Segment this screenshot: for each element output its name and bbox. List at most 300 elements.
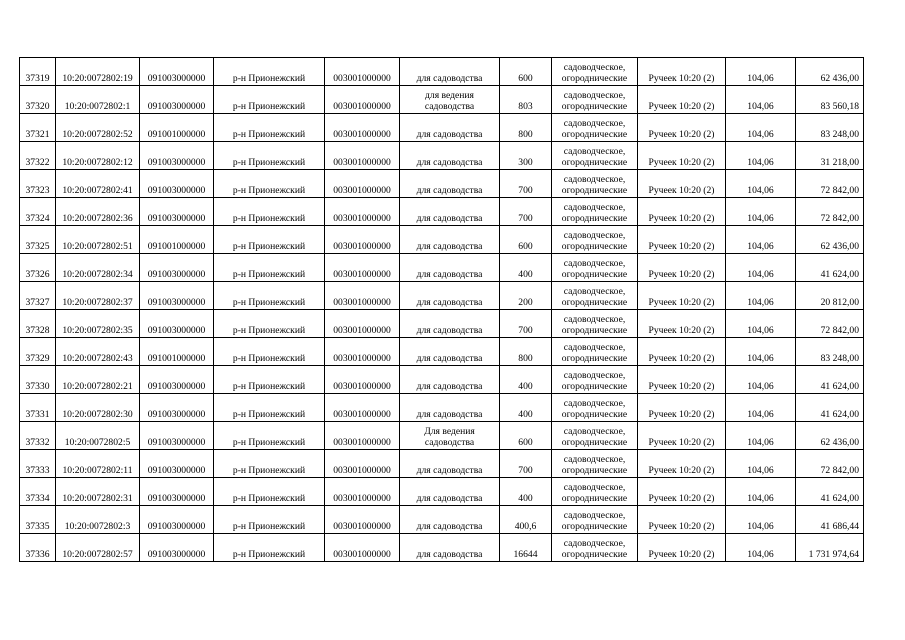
land-category-cell-text: садоводческое, огороднические: [561, 538, 628, 560]
record-id-cell: [20, 534, 56, 562]
category-code-cell: [325, 254, 400, 282]
land-category-cell-text: садоводческое, огороднические: [561, 90, 628, 112]
valuation-zone-cell-text: Ручеек 10:20 (2): [648, 297, 715, 308]
table-row: [20, 422, 864, 450]
category-code-cell-text: 003001000000: [333, 101, 391, 112]
permitted-use-cell-text: для садоводства: [416, 493, 483, 504]
area-cell-text: 400: [518, 493, 533, 504]
permitted-use-cell: [400, 310, 500, 338]
valuation-zone-cell-text: Ручеек 10:20 (2): [648, 269, 715, 280]
oktmo-code-cell: [140, 254, 214, 282]
cadastral-number-cell-text: 10:20:0072802:37: [62, 297, 133, 308]
oktmo-code-cell-text: 091003000000: [147, 185, 206, 196]
valuation-zone-cell: [638, 366, 726, 394]
cadastral-value-cell-text: 72 842,00: [820, 465, 859, 476]
category-code-cell: [325, 394, 400, 422]
district-cell-text: р-н Прионежский: [232, 493, 306, 504]
area-cell-text: 600: [518, 241, 533, 252]
oktmo-code-cell: [140, 58, 214, 86]
record-id-cell: [20, 282, 56, 310]
valuation-zone-cell: [638, 142, 726, 170]
record-id-cell: [20, 86, 56, 114]
table-row: [20, 86, 864, 114]
permitted-use-cell: [400, 142, 500, 170]
permitted-use-cell-text: для садоводства: [416, 381, 483, 392]
cadastral-number-cell-text: 10:20:0072802:31: [62, 493, 133, 504]
record-id-cell-text: 37322: [25, 157, 50, 168]
cadastral-number-cell: [56, 58, 140, 86]
table-body: [20, 58, 864, 562]
specific-value-cell: [726, 478, 796, 506]
specific-value-cell-text: 104,06: [747, 73, 774, 84]
category-code-cell: [325, 282, 400, 310]
oktmo-code-cell: [140, 366, 214, 394]
land-category-cell-text: садоводческое, огороднические: [561, 454, 628, 476]
cadastral-value-cell: [796, 310, 864, 338]
valuation-zone-cell-text: Ручеек 10:20 (2): [648, 521, 715, 532]
permitted-use-cell: [400, 478, 500, 506]
district-cell-text: р-н Прионежский: [232, 549, 306, 560]
cadastral-value-cell-text: 1 731 974,64: [808, 549, 859, 560]
cadastral-number-cell-text: 10:20:0072802:5: [64, 437, 131, 448]
valuation-zone-cell: [638, 534, 726, 562]
area-cell-text: 803: [518, 101, 533, 112]
specific-value-cell-text: 104,06: [747, 353, 774, 364]
record-id-cell-text: 37325: [25, 241, 50, 252]
area-cell-text: 800: [518, 129, 533, 140]
valuation-zone-cell-text: Ручеек 10:20 (2): [648, 185, 715, 196]
category-code-cell-text: 003001000000: [333, 465, 391, 476]
oktmo-code-cell-text: 091003000000: [147, 493, 206, 504]
valuation-zone-cell-text: Ручеек 10:20 (2): [648, 241, 715, 252]
cadastral-value-cell-text: 20 812,00: [820, 297, 859, 308]
cadastral-value-cell-text: 31 218,00: [820, 157, 859, 168]
specific-value-cell-text: 104,06: [747, 465, 774, 476]
specific-value-cell: [726, 142, 796, 170]
valuation-zone-cell: [638, 226, 726, 254]
oktmo-code-cell: [140, 310, 214, 338]
oktmo-code-cell: [140, 534, 214, 562]
valuation-zone-cell: [638, 338, 726, 366]
valuation-zone-cell-text: Ручеек 10:20 (2): [648, 213, 715, 224]
record-id-cell-text: 37319: [25, 73, 50, 84]
valuation-zone-cell-text: Ручеек 10:20 (2): [648, 353, 715, 364]
specific-value-cell: [726, 114, 796, 142]
district-cell: [214, 254, 325, 282]
valuation-zone-cell: [638, 198, 726, 226]
district-cell-text: р-н Прионежский: [232, 213, 306, 224]
cadastral-value-cell: [796, 58, 864, 86]
permitted-use-cell: [400, 226, 500, 254]
cadastral-number-cell: [56, 366, 140, 394]
permitted-use-cell: [400, 450, 500, 478]
land-category-cell-text: садоводческое, огороднические: [561, 510, 628, 532]
category-code-cell: [325, 58, 400, 86]
permitted-use-cell-text: для ведения садоводства: [424, 90, 475, 112]
specific-value-cell: [726, 534, 796, 562]
category-code-cell: [325, 170, 400, 198]
permitted-use-cell-text: для садоводства: [416, 521, 483, 532]
area-cell-text: 400: [518, 381, 533, 392]
specific-value-cell: [726, 310, 796, 338]
district-cell-text: р-н Прионежский: [232, 465, 306, 476]
specific-value-cell: [726, 86, 796, 114]
oktmo-code-cell-text: 091003000000: [147, 465, 206, 476]
land-category-cell-text: садоводческое, огороднические: [561, 258, 628, 280]
oktmo-code-cell: [140, 226, 214, 254]
record-id-cell-text: 37324: [25, 213, 50, 224]
district-cell-text: р-н Прионежский: [232, 185, 306, 196]
area-cell-text: 16644: [513, 549, 538, 560]
area-cell: [500, 142, 552, 170]
cadastral-number-cell-text: 10:20:0072802:57: [62, 549, 133, 560]
oktmo-code-cell-text: 091003000000: [147, 157, 206, 168]
permitted-use-cell-text: для садоводства: [416, 465, 483, 476]
valuation-zone-cell: [638, 422, 726, 450]
record-id-cell: [20, 366, 56, 394]
record-id-cell-text: 37332: [25, 437, 50, 448]
district-cell: [214, 506, 325, 534]
record-id-cell-text: 37327: [25, 297, 50, 308]
valuation-zone-cell-text: Ручеек 10:20 (2): [648, 101, 715, 112]
area-cell: [500, 170, 552, 198]
valuation-zone-cell: [638, 394, 726, 422]
permitted-use-cell-text: для садоводства: [416, 269, 483, 280]
land-valuation-table-page: [19, 57, 864, 562]
land-category-cell-text: садоводческое, огороднические: [561, 286, 628, 308]
valuation-zone-cell-text: Ручеек 10:20 (2): [648, 549, 715, 560]
table-row: [20, 534, 864, 562]
record-id-cell-text: 37329: [25, 353, 50, 364]
cadastral-number-cell-text: 10:20:0072802:21: [62, 381, 133, 392]
oktmo-code-cell-text: 091003000000: [147, 437, 206, 448]
record-id-cell-text: 37334: [25, 493, 50, 504]
oktmo-code-cell: [140, 170, 214, 198]
district-cell-text: р-н Прионежский: [232, 73, 306, 84]
permitted-use-cell: [400, 198, 500, 226]
cadastral-number-cell-text: 10:20:0072802:30: [62, 409, 133, 420]
record-id-cell-text: 37328: [25, 325, 50, 336]
oktmo-code-cell-text: 091003000000: [147, 325, 206, 336]
area-cell: [500, 478, 552, 506]
permitted-use-cell: [400, 338, 500, 366]
table-row: [20, 394, 864, 422]
cadastral-value-cell: [796, 142, 864, 170]
category-code-cell: [325, 198, 400, 226]
area-cell: [500, 58, 552, 86]
specific-value-cell-text: 104,06: [747, 549, 774, 560]
permitted-use-cell: [400, 422, 500, 450]
record-id-cell: [20, 506, 56, 534]
district-cell: [214, 114, 325, 142]
cadastral-number-cell: [56, 422, 140, 450]
cadastral-value-cell: [796, 170, 864, 198]
record-id-cell-text: 37330: [25, 381, 50, 392]
permitted-use-cell-text: для садоводства: [416, 241, 483, 252]
district-cell: [214, 450, 325, 478]
valuation-zone-cell-text: Ручеек 10:20 (2): [648, 493, 715, 504]
oktmo-code-cell-text: 091003000000: [147, 73, 206, 84]
land-category-cell: [552, 310, 638, 338]
oktmo-code-cell-text: 091001000000: [147, 241, 206, 252]
cadastral-number-cell: [56, 394, 140, 422]
cadastral-value-cell-text: 41 624,00: [820, 269, 859, 280]
cadastral-value-cell: [796, 534, 864, 562]
cadastral-value-cell-text: 41 624,00: [820, 409, 859, 420]
valuation-zone-cell: [638, 450, 726, 478]
category-code-cell-text: 003001000000: [333, 325, 391, 336]
category-code-cell-text: 003001000000: [333, 353, 391, 364]
category-code-cell-text: 003001000000: [333, 381, 391, 392]
cadastral-number-cell-text: 10:20:0072802:3: [64, 521, 131, 532]
cadastral-value-cell-text: 62 436,00: [820, 241, 859, 252]
record-id-cell-text: 37333: [25, 465, 50, 476]
oktmo-code-cell-text: 091003000000: [147, 101, 206, 112]
land-category-cell: [552, 534, 638, 562]
land-category-cell-text: садоводческое, огороднические: [561, 398, 628, 420]
land-category-cell: [552, 450, 638, 478]
land-category-cell-text: садоводческое, огороднические: [561, 202, 628, 224]
record-id-cell-text: 37335: [25, 521, 50, 532]
cadastral-value-cell-text: 72 842,00: [820, 325, 859, 336]
cadastral-number-cell-text: 10:20:0072802:19: [62, 73, 133, 84]
category-code-cell: [325, 450, 400, 478]
oktmo-code-cell: [140, 198, 214, 226]
category-code-cell-text: 003001000000: [333, 157, 391, 168]
land-category-cell: [552, 282, 638, 310]
record-id-cell-text: 37331: [25, 409, 50, 420]
area-cell-text: 700: [518, 185, 533, 196]
land-category-cell: [552, 142, 638, 170]
land-category-cell-text: садоводческое, огороднические: [561, 426, 628, 448]
cadastral-value-cell-text: 41 624,00: [820, 381, 859, 392]
district-cell-text: р-н Прионежский: [232, 241, 306, 252]
cadastral-value-cell: [796, 114, 864, 142]
valuation-zone-cell: [638, 310, 726, 338]
specific-value-cell-text: 104,06: [747, 157, 774, 168]
valuation-zone-cell: [638, 86, 726, 114]
area-cell: [500, 450, 552, 478]
cadastral-number-cell-text: 10:20:0072802:11: [62, 465, 133, 476]
table-row: [20, 170, 864, 198]
oktmo-code-cell-text: 091003000000: [147, 521, 206, 532]
category-code-cell-text: 003001000000: [333, 409, 391, 420]
record-id-cell: [20, 310, 56, 338]
district-cell: [214, 310, 325, 338]
land-category-cell: [552, 170, 638, 198]
category-code-cell-text: 003001000000: [333, 549, 391, 560]
specific-value-cell: [726, 58, 796, 86]
oktmo-code-cell: [140, 506, 214, 534]
land-category-cell: [552, 478, 638, 506]
permitted-use-cell: [400, 254, 500, 282]
specific-value-cell: [726, 394, 796, 422]
land-category-cell: [552, 422, 638, 450]
district-cell-text: р-н Прионежский: [232, 409, 306, 420]
table-row: [20, 366, 864, 394]
permitted-use-cell-text: для садоводства: [416, 157, 483, 168]
specific-value-cell: [726, 170, 796, 198]
land-category-cell: [552, 506, 638, 534]
cadastral-number-cell: [56, 254, 140, 282]
specific-value-cell: [726, 226, 796, 254]
cadastral-number-cell-text: 10:20:0072802:12: [62, 157, 133, 168]
cadastral-value-cell: [796, 478, 864, 506]
oktmo-code-cell: [140, 478, 214, 506]
table-row: [20, 58, 864, 86]
area-cell-text: 400: [518, 269, 533, 280]
district-cell-text: р-н Прионежский: [232, 129, 306, 140]
cadastral-number-cell: [56, 478, 140, 506]
category-code-cell: [325, 86, 400, 114]
valuation-zone-cell-text: Ручеек 10:20 (2): [648, 381, 715, 392]
district-cell: [214, 198, 325, 226]
area-cell-text: 700: [518, 213, 533, 224]
oktmo-code-cell: [140, 394, 214, 422]
valuation-zone-cell: [638, 170, 726, 198]
oktmo-code-cell: [140, 142, 214, 170]
permitted-use-cell-text: для садоводства: [416, 129, 483, 140]
land-category-cell-text: садоводческое, огороднические: [561, 314, 628, 336]
permitted-use-cell-text: для садоводства: [416, 73, 483, 84]
cadastral-number-cell-text: 10:20:0072802:34: [62, 269, 133, 280]
specific-value-cell-text: 104,06: [747, 129, 774, 140]
cadastral-value-cell-text: 72 842,00: [820, 213, 859, 224]
specific-value-cell-text: 104,06: [747, 381, 774, 392]
permitted-use-cell: [400, 282, 500, 310]
specific-value-cell-text: 104,06: [747, 493, 774, 504]
area-cell: [500, 366, 552, 394]
valuation-zone-cell: [638, 58, 726, 86]
district-cell-text: р-н Прионежский: [232, 325, 306, 336]
record-id-cell: [20, 394, 56, 422]
cadastral-number-cell: [56, 86, 140, 114]
category-code-cell-text: 003001000000: [333, 73, 391, 84]
valuation-zone-cell: [638, 282, 726, 310]
record-id-cell: [20, 226, 56, 254]
valuation-zone-cell-text: Ручеек 10:20 (2): [648, 325, 715, 336]
area-cell: [500, 422, 552, 450]
category-code-cell: [325, 478, 400, 506]
land-category-cell-text: садоводческое, огороднические: [561, 230, 628, 252]
land-category-cell-text: садоводческое, огороднические: [561, 118, 628, 140]
district-cell: [214, 58, 325, 86]
cadastral-number-cell: [56, 114, 140, 142]
cadastral-number-cell-text: 10:20:0072802:43: [62, 353, 133, 364]
record-id-cell-text: 37320: [25, 101, 50, 112]
cadastral-number-cell-text: 10:20:0072802:36: [62, 213, 133, 224]
oktmo-code-cell-text: 091001000000: [147, 353, 206, 364]
category-code-cell: [325, 114, 400, 142]
specific-value-cell: [726, 366, 796, 394]
area-cell-text: 400: [518, 409, 533, 420]
table-row: [20, 310, 864, 338]
specific-value-cell: [726, 450, 796, 478]
table-row: [20, 114, 864, 142]
table-row: [20, 450, 864, 478]
permitted-use-cell-text: Для ведения садоводства: [424, 426, 475, 448]
district-cell-text: р-н Прионежский: [232, 381, 306, 392]
permitted-use-cell-text: для садоводства: [416, 185, 483, 196]
specific-value-cell-text: 104,06: [747, 437, 774, 448]
cadastral-number-cell-text: 10:20:0072802:41: [62, 185, 133, 196]
table-row: [20, 142, 864, 170]
permitted-use-cell-text: для садоводства: [416, 549, 483, 560]
valuation-zone-cell: [638, 478, 726, 506]
specific-value-cell: [726, 422, 796, 450]
oktmo-code-cell-text: 091001000000: [147, 129, 206, 140]
district-cell: [214, 394, 325, 422]
specific-value-cell-text: 104,06: [747, 213, 774, 224]
category-code-cell: [325, 506, 400, 534]
area-cell-text: 700: [518, 325, 533, 336]
valuation-zone-cell-text: Ручеек 10:20 (2): [648, 465, 715, 476]
cadastral-value-cell: [796, 394, 864, 422]
permitted-use-cell: [400, 170, 500, 198]
oktmo-code-cell: [140, 338, 214, 366]
oktmo-code-cell: [140, 422, 214, 450]
district-cell: [214, 170, 325, 198]
district-cell: [214, 534, 325, 562]
record-id-cell: [20, 450, 56, 478]
valuation-zone-cell-text: Ручеек 10:20 (2): [648, 437, 715, 448]
category-code-cell-text: 003001000000: [333, 521, 391, 532]
category-code-cell: [325, 366, 400, 394]
specific-value-cell-text: 104,06: [747, 325, 774, 336]
cadastral-value-cell: [796, 282, 864, 310]
area-cell-text: 800: [518, 353, 533, 364]
cadastral-value-cell: [796, 86, 864, 114]
record-id-cell: [20, 114, 56, 142]
specific-value-cell-text: 104,06: [747, 269, 774, 280]
area-cell: [500, 86, 552, 114]
permitted-use-cell: [400, 394, 500, 422]
land-valuation-table: [19, 57, 864, 562]
area-cell: [500, 254, 552, 282]
record-id-cell-text: 37336: [25, 549, 50, 560]
land-category-cell-text: садоводческое, огороднические: [561, 146, 628, 168]
category-code-cell: [325, 534, 400, 562]
district-cell: [214, 366, 325, 394]
valuation-zone-cell-text: Ручеек 10:20 (2): [648, 157, 715, 168]
area-cell: [500, 338, 552, 366]
category-code-cell: [325, 310, 400, 338]
area-cell-text: 300: [518, 157, 533, 168]
specific-value-cell-text: 104,06: [747, 241, 774, 252]
record-id-cell: [20, 142, 56, 170]
area-cell-text: 200: [518, 297, 533, 308]
specific-value-cell: [726, 506, 796, 534]
record-id-cell-text: 37326: [25, 269, 50, 280]
cadastral-number-cell: [56, 450, 140, 478]
cadastral-number-cell: [56, 282, 140, 310]
valuation-zone-cell: [638, 506, 726, 534]
cadastral-value-cell: [796, 198, 864, 226]
area-cell: [500, 282, 552, 310]
district-cell-text: р-н Прионежский: [232, 297, 306, 308]
category-code-cell-text: 003001000000: [333, 213, 391, 224]
land-category-cell-text: садоводческое, огороднические: [561, 62, 628, 84]
category-code-cell-text: 003001000000: [333, 129, 391, 140]
valuation-zone-cell: [638, 114, 726, 142]
land-category-cell: [552, 226, 638, 254]
record-id-cell: [20, 170, 56, 198]
area-cell: [500, 394, 552, 422]
cadastral-number-cell-text: 10:20:0072802:35: [62, 325, 133, 336]
category-code-cell-text: 003001000000: [333, 493, 391, 504]
oktmo-code-cell-text: 091003000000: [147, 269, 206, 280]
category-code-cell-text: 003001000000: [333, 297, 391, 308]
